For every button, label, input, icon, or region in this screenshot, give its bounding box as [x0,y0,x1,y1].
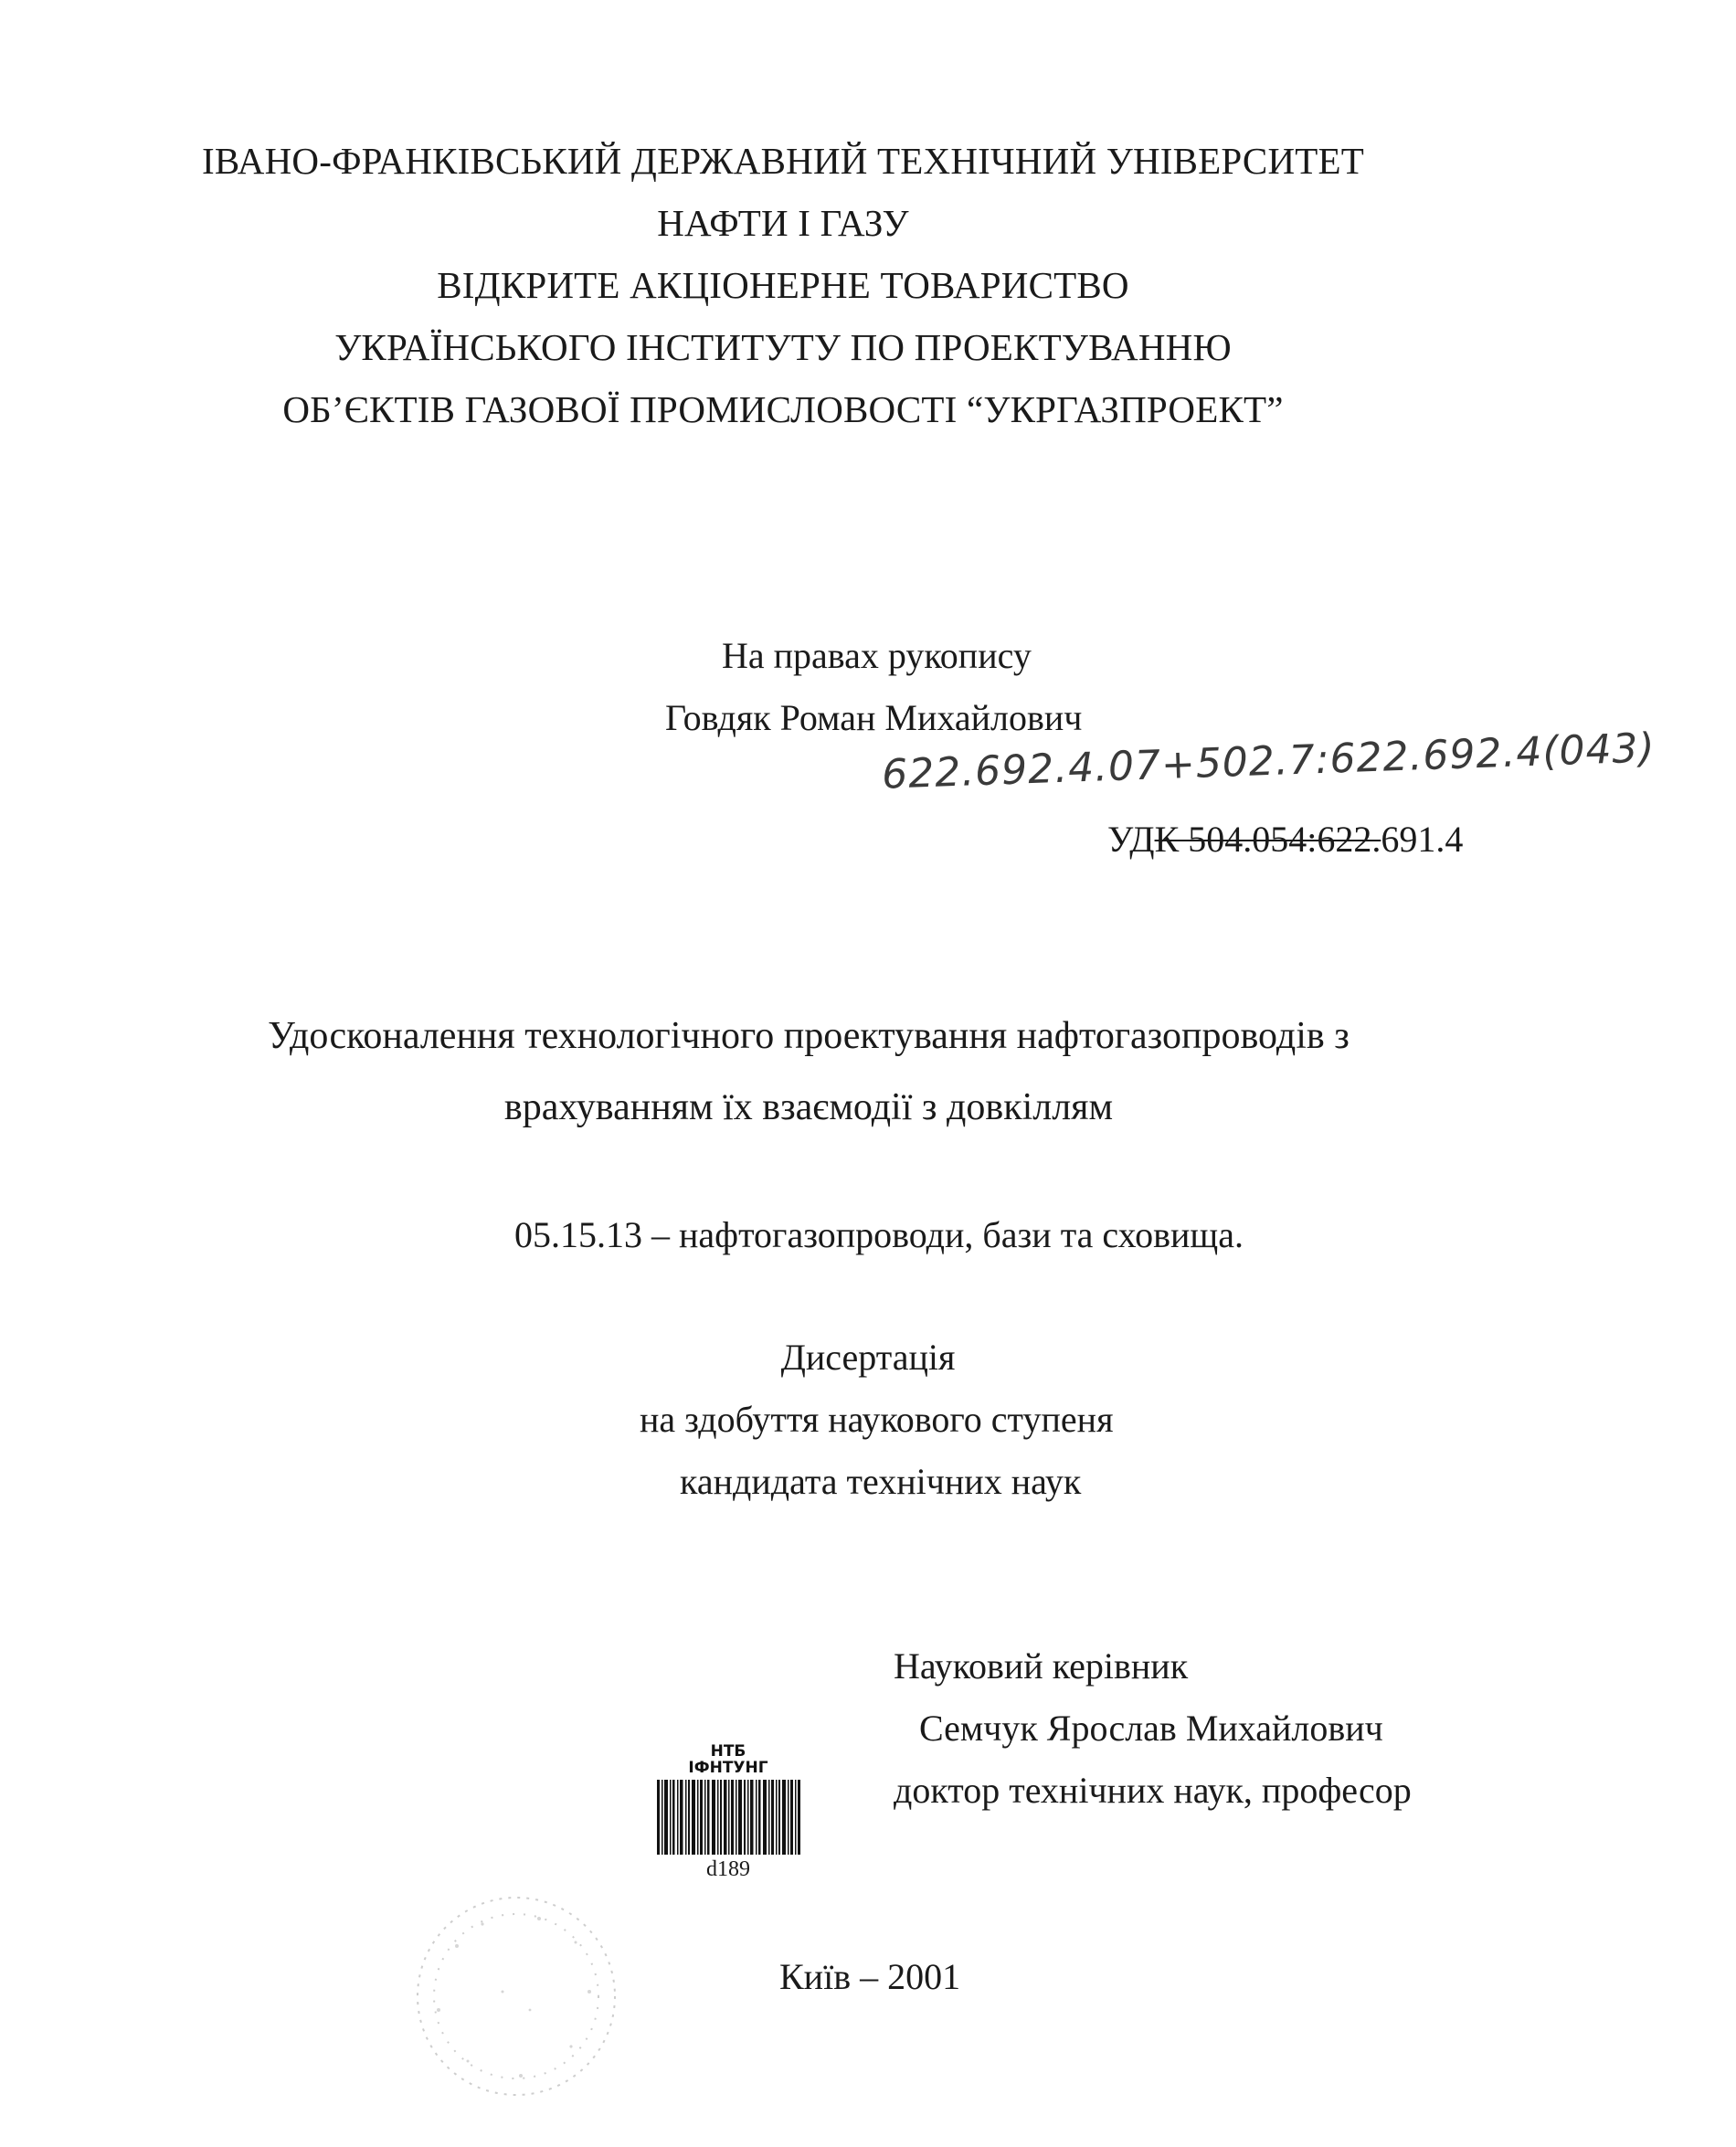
handwritten-udk-annotation: 622.692.4.07+502.7:622.692.4(043) [881,724,1657,799]
udk-struck-part: К 504.054:622. [1154,819,1381,860]
degree-line-2: кандидата технічних наук [680,1461,1082,1502]
barcode-number: d189 [706,1857,750,1881]
specialty-code: 05.15.13 – нафтогазопроводи, бази та сховища. [514,1214,1244,1255]
degree-line-1: на здобуття наукового ступеня [640,1399,1114,1440]
manuscript-rights: На правах рукопису [722,635,1032,676]
library-barcode-stamp [651,1743,806,1882]
supervisor-name: Семчук Ярослав Михайлович [919,1708,1383,1749]
stamp-library-name: НТБ [710,1742,746,1761]
barcode-icon [655,1780,801,1855]
document-type: Дисертація [780,1337,956,1378]
city-year: Київ – 2001 [779,1956,961,1997]
header-ukrgazproekt-line: ОБ’ЄКТІВ ГАЗОВОЇ ПРОМИСЛОВОСТІ “УКРГАЗПРОЕКТ” [282,388,1284,430]
udk-suffix: 691.4 [1381,819,1464,860]
supervisor-title: доктор технічних наук, професор [894,1770,1412,1811]
faint-seal-icon [402,1882,630,2110]
header-university-line: ІВАНО-ФРАНКІВСЬКИЙ ДЕРЖАВНИЙ ТЕХНІЧНИЙ УНІВЕРСИТЕТ [201,140,1364,182]
header-institute-line: УКРАЇНСЬКОГО ІНСТИТУТУ ПО ПРОЕКТУВАННЮ [334,326,1232,368]
udk-prefix: УД [1107,819,1155,860]
header-university-line-2: НАФТИ І ГАЗУ [657,202,909,244]
thesis-title-line-1: Удосконалення технологічного проектування нафтогазопроводів з [268,1015,1350,1057]
thesis-title-line-2: врахуванням їх взаємодії з довкіллям [503,1086,1114,1128]
stamp-university-abbr: ІФНТУНГ [688,1759,768,1777]
author-name: Говдяк Роман Михайлович [665,697,1083,738]
header-company-line: ВІДКРИТЕ АКЦІОНЕРНЕ ТОВАРИСТВО [437,264,1129,306]
supervisor-role: Науковий керівник [894,1645,1189,1687]
udk-code [1107,818,1463,862]
